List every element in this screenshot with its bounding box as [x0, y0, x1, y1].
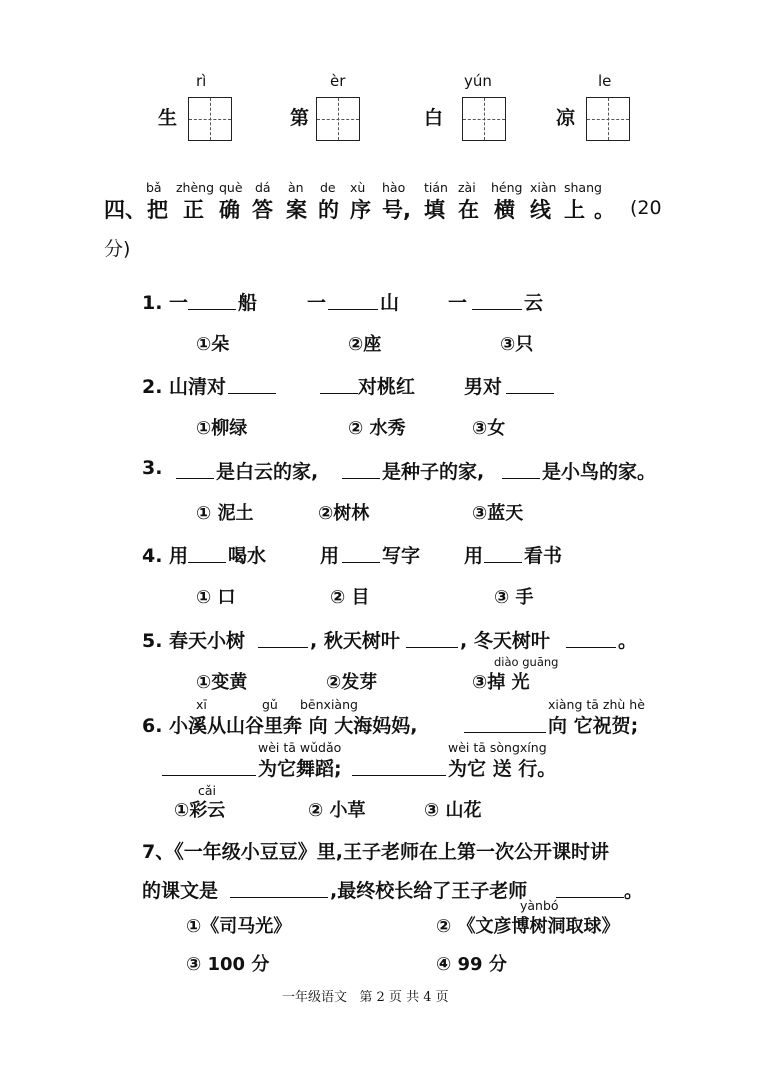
q5-text: 5. 春天小树: [142, 630, 246, 652]
q6-blank-1[interactable]: [464, 731, 546, 733]
heading-pinyin: dá: [255, 180, 271, 195]
q7-option-2[interactable]: ② 《文彦博树洞取球》: [436, 916, 620, 937]
q6-pinyin: wèi tā wǔdǎo: [258, 740, 342, 755]
char-sheng: 生: [158, 107, 178, 129]
heading-char: 正: [183, 198, 204, 222]
q4-option-1[interactable]: ① 口: [196, 587, 236, 608]
q5-option-2[interactable]: ②发芽: [326, 672, 378, 693]
char-liang: 凉: [556, 107, 576, 129]
q1-text: 一: [448, 292, 468, 314]
q7-option-1[interactable]: ①《司马光》: [186, 916, 292, 937]
heading-char: 横: [494, 198, 515, 222]
q6-pinyin: bēnxiàng: [300, 697, 358, 712]
q7-text: 的课文是: [142, 880, 219, 902]
q4-option-2[interactable]: ② 目: [330, 587, 370, 608]
writing-grid-2[interactable]: [316, 97, 360, 141]
heading-char: 。: [594, 198, 615, 222]
heading-char: 上: [564, 198, 585, 222]
q7-pinyin: yànbó: [520, 898, 559, 913]
q6-text: 向 它祝贺;: [548, 715, 639, 737]
q2-text: 2. 山清对: [142, 376, 227, 398]
q7-blank-2[interactable]: [556, 896, 624, 898]
q7-option-3[interactable]: ③ 100 分: [186, 954, 270, 975]
q3-option-1[interactable]: ① 泥土: [196, 503, 254, 524]
q2-option-1[interactable]: ①柳绿: [196, 418, 248, 439]
heading-char: 把: [147, 198, 168, 222]
writing-grid-3[interactable]: [462, 97, 506, 141]
q1-blank-3[interactable]: [472, 308, 522, 310]
q4-blank-3[interactable]: [484, 561, 522, 563]
heading-char: 的: [318, 198, 339, 222]
q4-blank-2[interactable]: [342, 561, 380, 563]
q1-option-1[interactable]: ①朵: [196, 334, 230, 355]
score-label-b: 分): [104, 238, 131, 260]
q7-text: ,最终校长给了王子老师: [330, 880, 528, 902]
q6-pinyin: xī: [196, 697, 207, 712]
q6-pinyin: cǎi: [198, 783, 217, 798]
q4-text: 写字: [382, 545, 421, 567]
q6-pinyin: gǔ: [262, 697, 278, 712]
q5-text: 。: [618, 630, 638, 652]
q7-text: 7、《一年级小豆豆》里,王子老师在上第一次公开课时讲: [142, 841, 609, 863]
heading-pinyin: què: [219, 180, 243, 195]
q1-text: 一: [307, 292, 327, 314]
heading-pinyin: tián: [424, 180, 448, 195]
heading-char: 线: [530, 198, 551, 222]
q6-text: 为它 送 行。: [448, 758, 557, 780]
heading-pinyin: hào: [382, 180, 406, 195]
q3-option-3[interactable]: ③蓝天: [472, 503, 524, 524]
heading-pinyin: zài: [458, 180, 476, 195]
q5-option-pinyin: diào guāng: [494, 655, 559, 669]
q2-option-3[interactable]: ③女: [472, 418, 506, 439]
q1-text: 1. 一: [142, 292, 189, 314]
q5-option-1[interactable]: ①变黄: [196, 672, 248, 693]
pinyin-er: èr: [330, 72, 346, 90]
heading-pinyin: shang: [564, 180, 602, 195]
q3-option-2[interactable]: ②树林: [318, 503, 370, 524]
heading-pinyin: zhèng: [176, 180, 215, 195]
q5-option-3[interactable]: ③掉 光: [472, 672, 530, 693]
heading-char: 确: [219, 198, 240, 222]
q4-text: 用: [320, 545, 340, 567]
q3-text: 是种子的家,: [382, 461, 485, 483]
pinyin-yun: yún: [464, 72, 492, 90]
heading-char: 案: [286, 198, 307, 222]
heading-char: 答: [252, 198, 273, 222]
q3-blank-3[interactable]: [502, 477, 540, 479]
q1-text: 云: [524, 292, 544, 314]
q1-option-2[interactable]: ②座: [348, 334, 382, 355]
q6-pinyin: xiàng tā zhù hè: [548, 697, 645, 712]
q4-blank-1[interactable]: [188, 561, 226, 563]
q7-option-4[interactable]: ④ 99 分: [436, 954, 507, 975]
writing-grid-4[interactable]: [586, 97, 630, 141]
q6-pinyin: wèi tā sòngxíng: [448, 740, 547, 755]
q2-blank-3[interactable]: [506, 392, 554, 394]
pinyin-le: le: [598, 72, 612, 90]
q5-text: , 秋天树叶: [310, 630, 400, 652]
q6-blank-3[interactable]: [352, 774, 446, 776]
q5-blank-3[interactable]: [566, 646, 616, 648]
score-label-a: (20: [630, 197, 662, 219]
q5-blank-1[interactable]: [258, 646, 308, 648]
q1-blank-1[interactable]: [188, 308, 236, 310]
q4-text: 喝水: [228, 545, 267, 567]
q3-text: 是白云的家,: [216, 461, 319, 483]
q1-blank-2[interactable]: [328, 308, 378, 310]
q1-text: 船: [238, 292, 258, 314]
q3-blank-1[interactable]: [176, 477, 214, 479]
heading-char: 在: [458, 198, 479, 222]
q6-option-2[interactable]: ② 小草: [308, 800, 366, 821]
q3-text: 3.: [142, 457, 163, 479]
heading-pinyin: àn: [288, 180, 304, 195]
heading-char: 填: [424, 198, 445, 222]
q4-text: 看书: [524, 545, 563, 567]
q1-text: 山: [380, 292, 400, 314]
pinyin-ri: rì: [196, 72, 207, 90]
page-footer: 一年级语文 第 2 页 共 4 页: [282, 990, 449, 1005]
q6-blank-2[interactable]: [162, 774, 256, 776]
char-bai: 白: [424, 107, 444, 129]
q6-option-3[interactable]: ③ 山花: [424, 800, 482, 821]
q4-text: 4. 用: [142, 545, 189, 567]
heading-pinyin: xiàn: [530, 180, 557, 195]
q7-blank-1[interactable]: [230, 896, 328, 898]
q6-text: 为它舞蹈;: [258, 758, 342, 780]
q3-blank-2[interactable]: [342, 477, 380, 479]
heading-pinyin: xù: [350, 180, 366, 195]
heading-char: 号,: [382, 198, 411, 222]
q6-option-1[interactable]: ①彩云: [174, 800, 226, 821]
heading-pinyin: bǎ: [146, 180, 162, 195]
heading-pinyin: héng: [491, 180, 523, 195]
writing-grid-1[interactable]: [188, 97, 232, 141]
q6-text: 6. 小溪从山谷里奔 向 大海妈妈,: [142, 715, 418, 737]
heading-num: 四、: [104, 198, 146, 222]
q2-blank-2[interactable]: [320, 392, 358, 394]
q7-text: 。: [624, 880, 644, 902]
q2-text: 对桃红: [358, 376, 416, 398]
q5-text: , 冬天树叶: [460, 630, 550, 652]
q2-option-2[interactable]: ② 水秀: [348, 418, 406, 439]
q3-text: 是小鸟的家。: [542, 461, 657, 483]
q4-option-3[interactable]: ③ 手: [494, 587, 534, 608]
q5-blank-2[interactable]: [406, 646, 458, 648]
q1-option-3[interactable]: ③只: [500, 334, 534, 355]
heading-char: 序: [350, 198, 371, 222]
heading-pinyin: de: [320, 180, 336, 195]
q2-text: 男对: [464, 376, 503, 398]
q2-blank-1[interactable]: [228, 392, 276, 394]
char-di: 第: [290, 107, 310, 129]
q4-text: 用: [464, 545, 484, 567]
